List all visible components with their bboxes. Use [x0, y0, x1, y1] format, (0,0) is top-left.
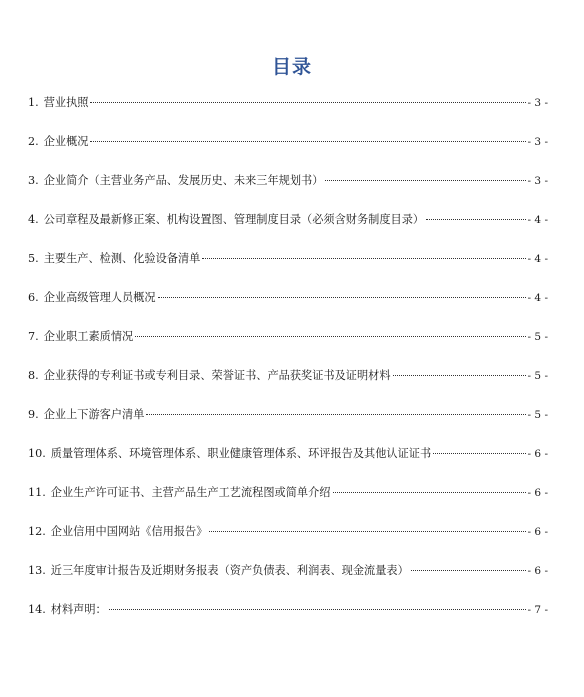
- toc-entry-number: 12.: [28, 525, 46, 538]
- toc-entry-page: - 5 -: [527, 409, 548, 421]
- toc-entry-text: 质量管理体系、环境管理体系、职业健康管理体系、环评报告及其他认证证书: [50, 447, 432, 460]
- toc-entry[interactable]: [28, 130, 548, 169]
- toc-entry-number: 11.: [28, 486, 46, 499]
- toc-entry-text: 企业高级管理人员概况: [43, 291, 156, 304]
- toc-entry[interactable]: [28, 403, 548, 442]
- toc-entry-page: - 4 -: [527, 214, 548, 226]
- toc-dot-leader: [90, 141, 525, 142]
- toc-entry-text: 企业概况: [43, 135, 89, 148]
- toc-entry[interactable]: [28, 286, 548, 325]
- toc-dot-leader: [109, 609, 526, 610]
- toc-dot-leader: [90, 102, 525, 103]
- toc-dot-leader: [209, 531, 525, 532]
- toc-entry-text: 近三年度审计报告及近期财务报表（资产负债表、利润表、现金流量表）: [50, 564, 409, 577]
- toc-entry-number: 8.: [28, 369, 39, 382]
- toc-entry-number: 14.: [28, 603, 46, 616]
- toc-entry[interactable]: [28, 520, 548, 559]
- toc-entry[interactable]: [28, 559, 548, 598]
- toc-list: [28, 91, 548, 637]
- toc-entry-page: - 5 -: [527, 370, 548, 382]
- toc-dot-leader: [202, 258, 525, 259]
- toc-entry-page: - 6 -: [527, 487, 548, 499]
- toc-dot-leader: [411, 570, 526, 571]
- toc-dot-leader: [433, 453, 525, 454]
- toc-entry[interactable]: [28, 598, 548, 637]
- toc-dot-leader: [426, 219, 525, 220]
- toc-entry-number: 5.: [28, 252, 39, 265]
- toc-entry-number: 7.: [28, 330, 39, 343]
- toc-entry-text: 企业获得的专利证书或专利目录、荣誉证书、产品获奖证书及证明材料: [43, 369, 391, 382]
- toc-entry-text: 公司章程及最新修正案、机构设置图、管理制度目录（必须含财务制度目录）: [43, 213, 425, 226]
- toc-entry[interactable]: [28, 247, 548, 286]
- toc-dot-leader: [135, 336, 525, 337]
- toc-entry-text: 企业信用中国网站《信用报告》: [50, 525, 208, 538]
- toc-entry[interactable]: [28, 364, 548, 403]
- toc-entry-number: 4.: [28, 213, 39, 226]
- toc-entry-page: - 3 -: [527, 175, 548, 187]
- toc-entry-number: 10.: [28, 447, 46, 460]
- toc-entry[interactable]: [28, 481, 548, 520]
- toc-entry-number: 9.: [28, 408, 39, 421]
- toc-dot-leader: [333, 492, 526, 493]
- toc-entry[interactable]: [28, 91, 548, 130]
- toc-entry-page: - 6 -: [527, 526, 548, 538]
- toc-entry-number: 6.: [28, 291, 39, 304]
- toc-entry-page: - 5 -: [527, 331, 548, 343]
- toc-entry-text: 材料声明：: [50, 603, 107, 616]
- toc-entry[interactable]: [28, 169, 548, 208]
- toc-entry-text: 主要生产、检测、化验设备清单: [43, 252, 201, 265]
- toc-title: 目录: [271, 56, 312, 78]
- toc-entry-number: 1.: [28, 96, 39, 109]
- toc-entry-number: 2.: [28, 135, 39, 148]
- toc-entry[interactable]: [28, 325, 548, 364]
- toc-entry-number: 13.: [28, 564, 46, 577]
- toc-entry-page: - 4 -: [527, 292, 548, 304]
- toc-entry-text: 企业生产许可证书、主营产品生产工艺流程图或简单介绍: [50, 486, 331, 499]
- toc-dot-leader: [158, 297, 526, 298]
- toc-entry-page: - 6 -: [527, 448, 548, 460]
- toc-entry[interactable]: [28, 442, 548, 481]
- toc-dot-leader: [325, 180, 525, 181]
- toc-entry-page: - 3 -: [527, 136, 548, 148]
- toc-entry-text: 企业上下游客户清单: [43, 408, 145, 421]
- toc-entry-number: 3.: [28, 174, 39, 187]
- toc-entry-page: - 4 -: [527, 253, 548, 265]
- toc-entry-text: 企业职工素质情况: [43, 330, 134, 343]
- toc-entry-page: - 3 -: [527, 97, 548, 109]
- toc-entry-text: 营业执照: [43, 96, 89, 109]
- toc-entry-page: - 6 -: [527, 565, 548, 577]
- toc-entry[interactable]: [28, 208, 548, 247]
- toc-entry-text: 企业简介（主营业务产品、发展历史、未来三年规划书）: [43, 174, 324, 187]
- toc-dot-leader: [393, 375, 526, 376]
- toc-entry-page: - 7 -: [527, 604, 548, 616]
- toc-dot-leader: [146, 414, 525, 415]
